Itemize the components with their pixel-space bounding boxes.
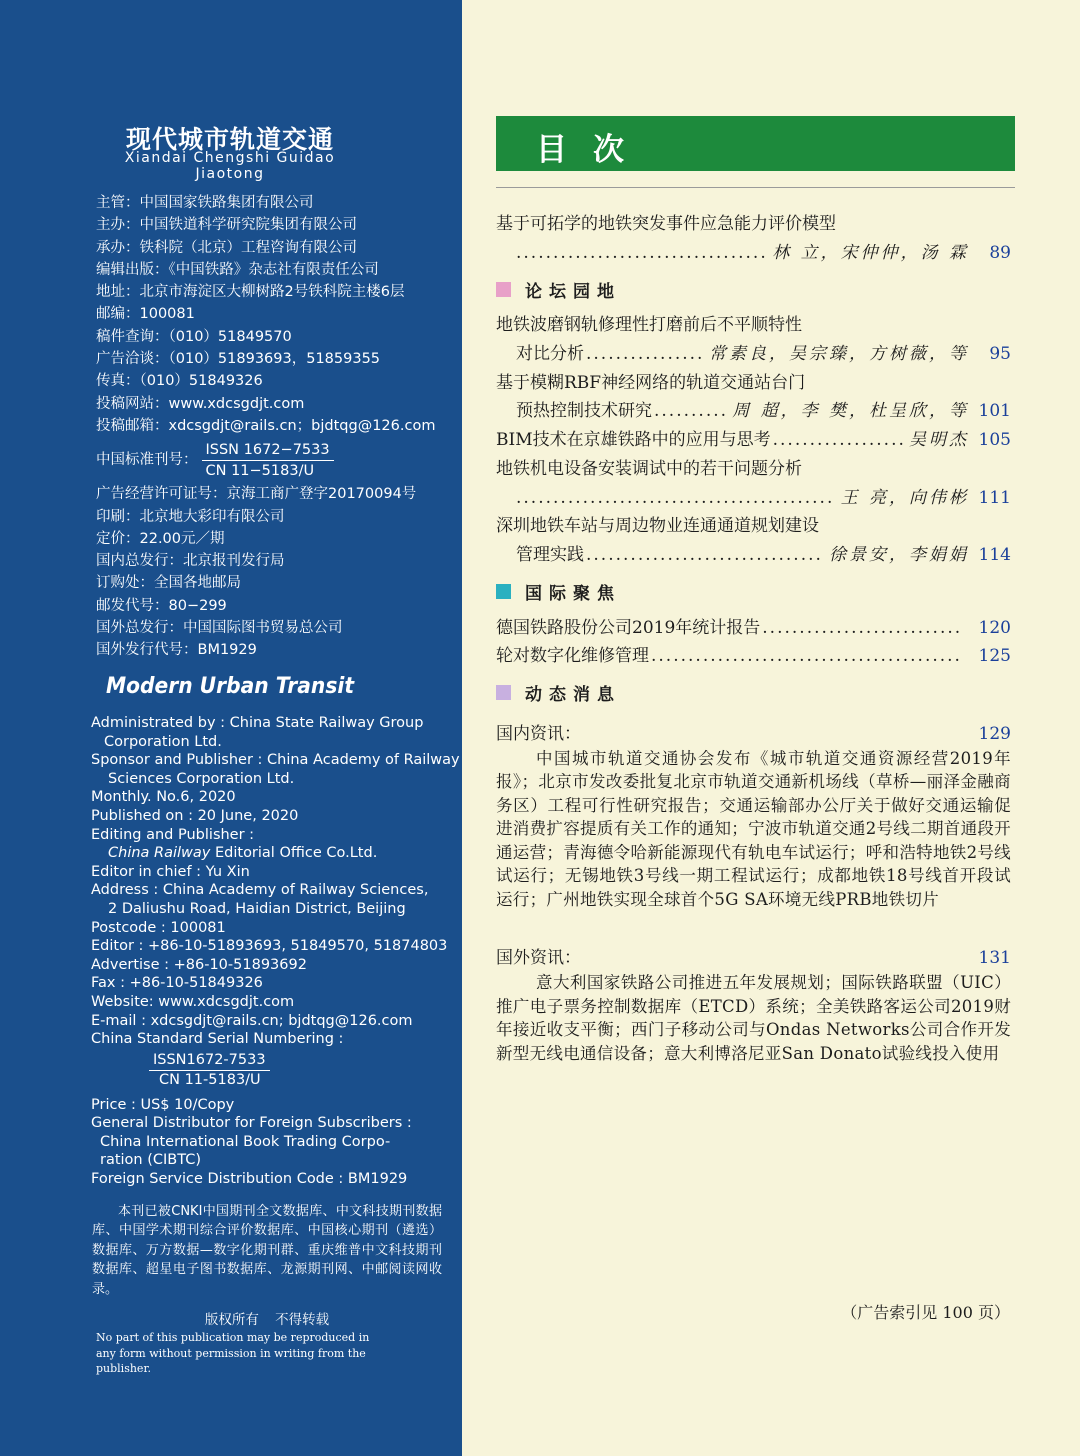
- info-row: 广告洽谈：（010）51893693，51859355: [96, 351, 381, 368]
- toc-page: 129: [978, 723, 1011, 744]
- toc-page: 131: [978, 948, 1011, 969]
- toc-entry-line[interactable]: 对比分析 ..... 常素良，吴宗臻，方树薇，等 95: [496, 340, 1011, 369]
- cn-number: CN 11−5183/U: [205, 462, 315, 479]
- toc-header: 目次: [496, 116, 1015, 171]
- info-row: Price : US$ 10/Copy: [91, 1096, 235, 1113]
- leader-dots: [773, 426, 903, 455]
- domestic-news-heading[interactable]: 国内资讯： 129: [496, 721, 1011, 747]
- info-row: Published on : 20 June, 2020: [91, 807, 299, 824]
- info-row: Editor in chief : Yu Xin: [91, 863, 250, 880]
- reproduction-notice: No part of this publication may be reproduced in any form without permission in writing from the publisher.: [96, 1331, 370, 1375]
- issn-number: ISSN 1672−7533: [202, 440, 334, 461]
- info-row: 编辑出版：《中国铁路》杂志社有限责任公司: [96, 261, 379, 278]
- toc-entry-line[interactable]: 管理实践 ..... 徐景安，李娟娟 114: [496, 541, 1011, 570]
- toc-entry-line[interactable]: BIM技术在京雄铁路中的应用与思考 ..... 吴明杰 105: [496, 426, 1011, 455]
- info-row: Sciences Corporation Ltd.: [108, 770, 295, 787]
- info-row: 传真：（010）51849326: [96, 373, 263, 390]
- info-row: 主管：中国国家铁路集团有限公司: [96, 195, 314, 211]
- info-row: Address : China Academy of Railway Sciences,: [91, 882, 429, 899]
- editorial-office: China Railway Editorial Office Co.Ltd.: [108, 845, 378, 862]
- toc-authors: 常素良，吴宗臻，方树薇，等: [703, 340, 971, 369]
- toc-authors: 林 立，宋仲仲，汤 霖: [766, 239, 971, 268]
- section-marker-icon: [496, 282, 511, 297]
- masthead-panel: [0, 0, 462, 1456]
- toc-page: 105: [978, 430, 1011, 451]
- info-row: 邮编：100081: [96, 306, 195, 323]
- info-row: Postcode : 100081: [91, 919, 226, 936]
- info-row: Corporation Ltd.: [104, 733, 222, 750]
- leader-dots: [586, 340, 703, 369]
- magazine-title-en: Modern Urban Transit: [105, 674, 354, 699]
- info-row: E-mail : xdcsgdjt@rails.cn; bjdtqg@126.com: [91, 1012, 413, 1029]
- info-row: Editing and Publisher :: [91, 826, 255, 843]
- toc-page: 120: [978, 617, 1011, 638]
- toc-entry[interactable]: 地铁机电设备安装调试中的若干问题分析: [496, 455, 1011, 484]
- info-row: 稿件查询：（010）51849570: [96, 328, 292, 345]
- info-row: 广告经营许可证号：京海工商广登字20170094号: [96, 486, 417, 503]
- toc-entry-line[interactable]: 预热控制技术研究 ..... 周 超，李 樊，杜呈欣，等 101: [496, 397, 1011, 426]
- toc-entry[interactable]: 基于模糊RBF神经网络的轨道交通站台门: [496, 369, 1011, 398]
- issn-block: [96, 437, 456, 483]
- info-row: 国内总发行：北京报刊发行局: [96, 553, 285, 570]
- en-cn-number: CN 11-5183/U: [159, 1071, 261, 1088]
- info-row: 国外总发行：中国国际图书贸易总公司: [96, 620, 343, 637]
- toc-page: 89: [989, 242, 1011, 263]
- info-row: 投稿邮箱：xdcsgdjt@rails.cn；bjdtqg@126.com: [96, 417, 436, 434]
- section-heading: 论坛园地: [496, 270, 1011, 308]
- leader-dots: [516, 239, 766, 268]
- toc-entry-line[interactable]: 轮对数字化维修管理 ..... 125: [496, 642, 1011, 671]
- info-row: General Distributor for Foreign Subscribers :: [91, 1115, 412, 1132]
- info-row: Editor : +86-10-51893693, 51849570, 51874803: [91, 938, 448, 955]
- section-heading: 动态消息: [496, 674, 1011, 712]
- toc-authors: 徐景安，李娟娟: [823, 541, 971, 570]
- copyright-notice: 版权所有 不得转载: [204, 1312, 330, 1328]
- toc-page: 95: [989, 344, 1011, 365]
- info-row: 印刷：北京地大彩印有限公司: [96, 508, 285, 525]
- info-row: 承办：铁科院（北京）工程咨询有限公司: [96, 239, 357, 256]
- indexing-note: 本刊已被CNKI中国期刊全文数据库、中文科技期刊数据库、中国学术期刊综合评价数据库、中国核心期刊（遴选）数据库、万方数据—数字化期刊群、重庆维普中文科技期刊数据库、超星电子图书数据库、龙源期刊网、中邮阅读网收录。: [92, 1204, 442, 1297]
- info-row: 主办：中国铁道科学研究院集团有限公司: [96, 217, 357, 234]
- info-row: China Standard Serial Numbering :: [91, 1031, 344, 1048]
- ad-index-note: （广告索引见 100 页）: [841, 1303, 1010, 1322]
- leader-dots: [654, 397, 726, 426]
- foreign-news-body: 意大利国家铁路公司推进五年发展规划；国际铁路联盟（UIC）推广电子票务控制数据库（ETCD）系统；全美铁路客运公司2019财年接近收支平衡；西门子移动公司与Ondas Networks公司合作开发新型无线电通信设备；意大利博洛尼亚San Donato试验线投入使用: [496, 973, 1011, 1063]
- toc-entry-line[interactable]: [496, 239, 1011, 268]
- info-row: Fax : +86-10-51849326: [91, 975, 263, 992]
- magazine-title-cn: 现代城市轨道交通: [125, 125, 334, 154]
- toc-entry-line[interactable]: 德国铁路股份公司2019年统计报告 ..... 120: [496, 614, 1011, 643]
- leader-dots: [586, 541, 823, 570]
- divider: [496, 187, 1015, 188]
- table-of-contents: [462, 0, 1080, 1456]
- en-issn-block: [91, 1051, 451, 1090]
- publisher-info: [96, 192, 456, 662]
- info-row: 订购处：全国各地邮局: [96, 575, 241, 592]
- toc-page: 125: [978, 646, 1011, 667]
- toc-page: 101: [978, 401, 1011, 422]
- toc-page: 111: [978, 487, 1011, 508]
- publisher-info-en: [91, 714, 460, 1189]
- en-issn-number: ISSN1672-7533: [149, 1051, 270, 1071]
- section-heading: 国际聚焦: [496, 573, 1011, 611]
- info-row: 国外发行代号：BM1929: [96, 642, 257, 659]
- info-row: 地址：北京市海淀区大柳树路2号铁科院主楼6层: [96, 284, 405, 301]
- info-row: Advertise : +86-10-51893692: [91, 956, 307, 973]
- leader-dots: [762, 614, 961, 643]
- toc-entry[interactable]: 深圳地铁车站与周边物业连通通道规划建设: [496, 512, 1011, 541]
- toc-entry[interactable]: 基于可拓学的地铁突发事件应急能力评价模型: [496, 210, 1011, 239]
- leader-dots: [651, 642, 961, 671]
- section-marker-icon: [496, 584, 511, 599]
- toc-entry[interactable]: 地铁波磨钢轨修理性打磨前后不平顺特性: [496, 311, 1011, 340]
- foreign-news-heading[interactable]: 国外资讯： 131: [496, 945, 1011, 971]
- info-row: 2 Daliushu Road, Haidian District, Beijing: [108, 900, 406, 917]
- issn-label: 中国标准刊号：: [96, 452, 198, 469]
- magazine-title-pinyin: Xiandai Chengshi Guidao Jiaotong: [124, 150, 336, 182]
- info-row: Sponsor and Publisher : China Academy of Railway: [91, 752, 460, 769]
- info-row: Website: www.xdcsgdjt.com: [91, 993, 295, 1010]
- section-marker-icon: [496, 685, 511, 700]
- info-row: Administrated by : China State Railway Group: [91, 715, 424, 731]
- info-row: China International Book Trading Corpo-: [100, 1133, 391, 1150]
- toc-page: 114: [978, 544, 1011, 565]
- toc-authors: 王 亮，向伟彬: [835, 484, 971, 513]
- toc-authors: 吴明杰: [903, 426, 971, 455]
- info-row: ration (CIBTC): [100, 1152, 202, 1169]
- toc-entry-line[interactable]: [496, 484, 1011, 513]
- info-row: 邮发代号：80−299: [96, 597, 227, 614]
- toc-authors: 周 超，李 樊，杜呈欣，等: [726, 397, 971, 426]
- info-row: 定价：22.00元／期: [96, 530, 225, 547]
- info-row: Foreign Service Distribution Code : BM1929: [91, 1171, 408, 1188]
- domestic-news-body: 中国城市轨道交通协会发布《城市轨道交通资源经营2019年报》；北京市发改委批复北京市轨道交通新机场线（草桥—丽泽金融商务区）工程可行性研究报告；交通运输部办公厅关于做好交通运输促进消费扩容提质有关工作的通知；宁波市轨道交通2号线二期首通段开通运营；青海德令哈新能源现代有轨电车试运行；呼和浩特地铁2号线试运行；无锡地铁3号线一期工程试运行；成都地铁18号线首开段试运行；广州地铁实现全球首个5G SA环境无线PRB地铁切片: [496, 748, 1011, 909]
- info-row: 投稿网站：www.xdcsgdjt.com: [96, 395, 305, 412]
- info-row: Monthly. No.6, 2020: [91, 789, 236, 806]
- leader-dots: [516, 484, 835, 513]
- toc-list: [496, 210, 1011, 1065]
